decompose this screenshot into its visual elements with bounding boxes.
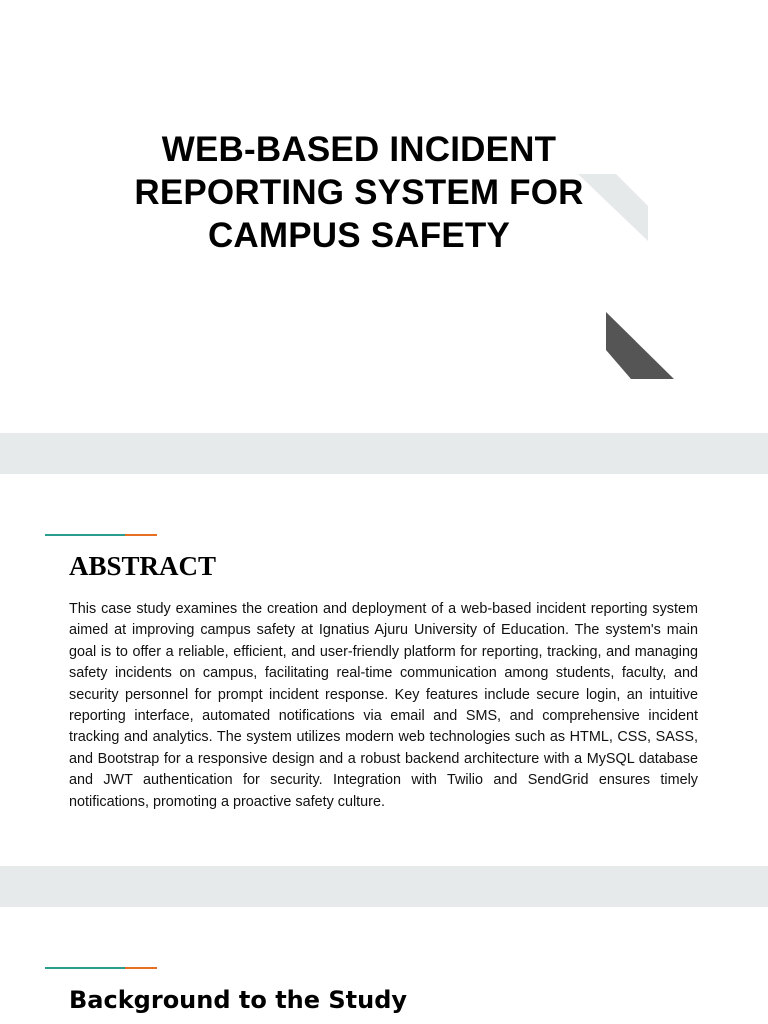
decorative-dark-triangle [606, 312, 676, 382]
title-line: REPORTING SYSTEM FOR [134, 173, 584, 212]
slide-divider [0, 866, 768, 907]
abstract-body: This case study examines the creation and deployment of a web-based incident reporting system aimed at improving campus safety at Ignatius Ajuru University of Education. The system's main goal is to offer a reliable, efficient, and user-friendly platform for reporting, tracking, and managing safety incidents on campus, facilitating real-time communication among students, faculty, and security personnel for prompt incident response. Key features include secure login, an intuitive reporting interface, automated notifications via email and SMS, and comprehensive incident tracking and analytics. The system utilizes modern web technologies such as HTML, CSS, SASS, and Bootstrap for a responsive design and a robust backend architecture with a MySQL database and JWT authentication for security. Integration with Twilio and SendGrid ensures timely notifications, promoting a proactive safety culture. [69, 601, 698, 810]
decorative-light-triangle [578, 174, 650, 244]
title-line: CAMPUS SAFETY [207, 216, 511, 255]
title-line: WEB-BASED INCIDENT [161, 130, 557, 169]
title-slide [0, 0, 768, 433]
heading-accent-line [45, 534, 157, 536]
abstract-heading: ABSTRACT [69, 551, 217, 581]
slide-divider [0, 433, 768, 474]
background-heading: Background to the Study [69, 986, 408, 1014]
presentation-title [100, 128, 618, 257]
heading-accent-line [45, 967, 157, 969]
